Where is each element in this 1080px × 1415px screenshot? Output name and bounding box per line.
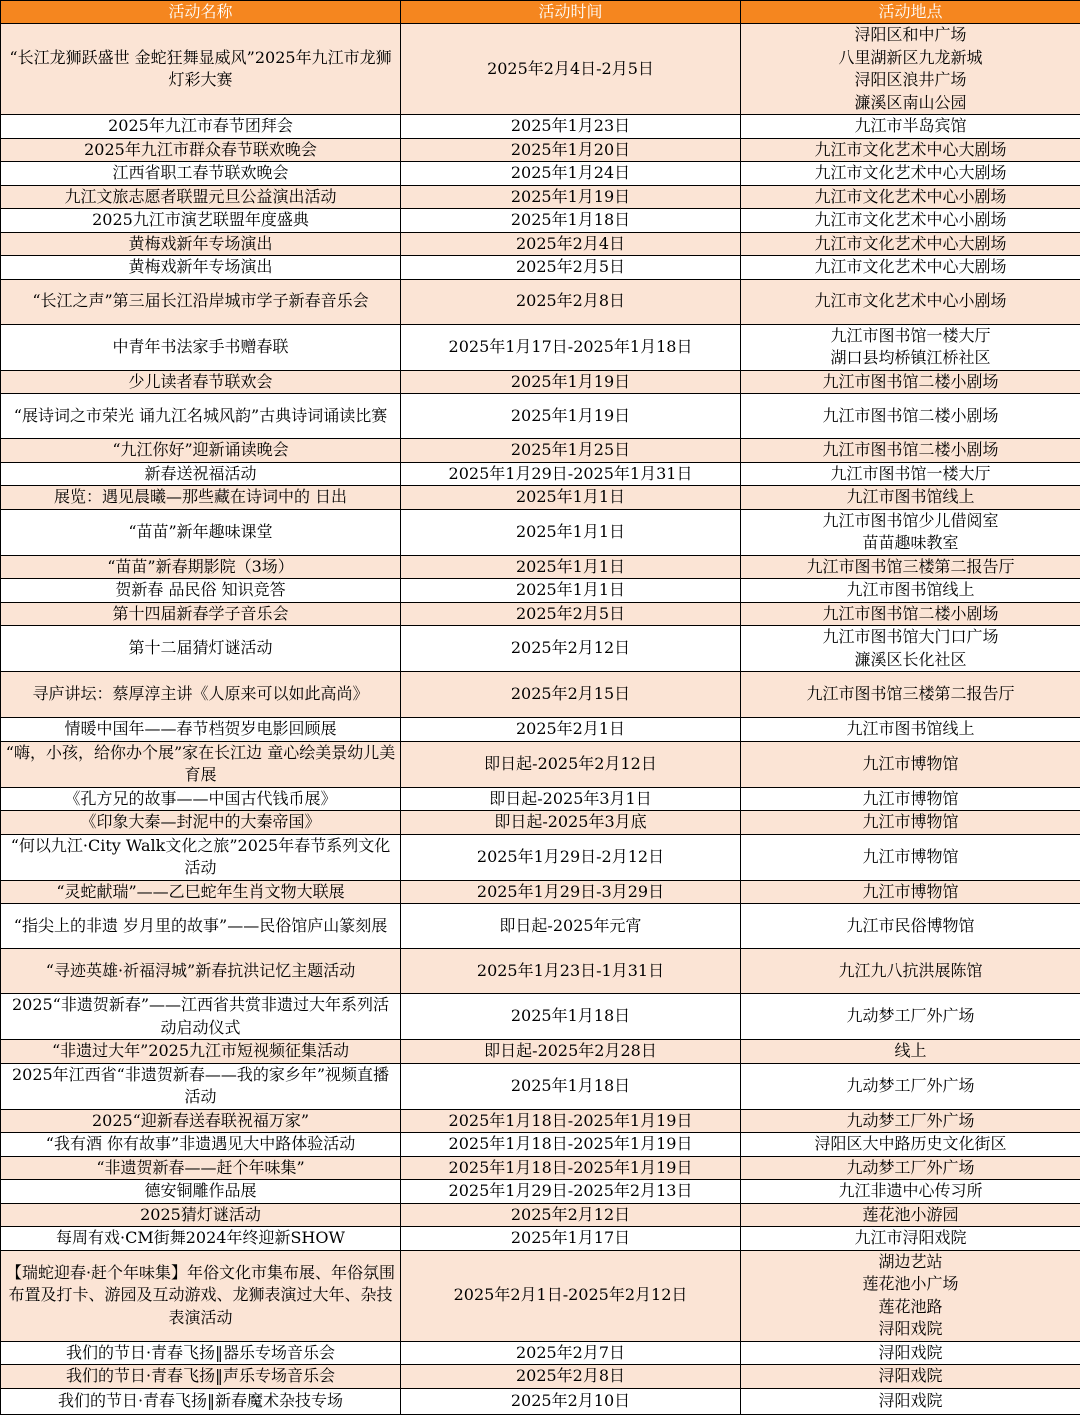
- activity-place-line: 九动梦工厂外广场: [745, 1005, 1076, 1028]
- activity-place-line: 九江非遗中心传习所: [745, 1180, 1076, 1203]
- activity-place-line: 九江市图书馆一楼大厅: [745, 325, 1076, 348]
- activity-place-line: 湖口县均桥镇江桥社区: [745, 347, 1076, 370]
- activity-time-cell: 2025年1月29日-3月29日: [401, 880, 741, 904]
- activity-place-cell: [741, 185, 1080, 209]
- activity-name-cell: 新春送祝福活动: [1, 462, 401, 486]
- activity-time-cell: 2025年1月18日: [401, 1063, 741, 1109]
- activity-time-cell: 即日起-2025年2月28日: [401, 1040, 741, 1064]
- activity-place-cell: [741, 1109, 1080, 1133]
- activity-name-cell: “苗苗”新春期影院（3场）: [1, 555, 401, 579]
- activity-place-cell: [741, 1063, 1080, 1109]
- activity-place-line: 浔阳戏院: [745, 1390, 1076, 1413]
- table-row: [1, 462, 1080, 486]
- activity-place-line: 九江市文化艺术中心小剧场: [745, 290, 1076, 313]
- header-activity-name: 活动名称: [1, 1, 401, 24]
- activity-name-cell: 黄梅戏新年专场演出: [1, 256, 401, 280]
- activity-name-cell: “嗨，小孩，给你办个展”家在长江边 童心绘美景幼儿美育展: [1, 741, 401, 787]
- table-row: [1, 185, 1080, 209]
- activity-place-cell: [741, 24, 1080, 115]
- activity-place-cell: [741, 994, 1080, 1040]
- table-row: [1, 1040, 1080, 1064]
- activity-place-line: 濂溪区南山公园: [745, 92, 1076, 115]
- table-row: [1, 904, 1080, 949]
- activity-place-line: 九江市图书馆一楼大厅: [745, 463, 1076, 486]
- activity-place-line: 九江市博物馆: [745, 811, 1076, 834]
- activity-place-line: 九江市图书馆少儿借阅室: [745, 510, 1076, 533]
- activity-place-line: 莲花池小游园: [745, 1204, 1076, 1227]
- activity-time-cell: 2025年1月18日-2025年1月19日: [401, 1109, 741, 1133]
- activity-name-cell: “长江龙狮跃盛世 金蛇狂舞显威风”2025年九江市龙狮灯彩大赛: [1, 24, 401, 115]
- table-row: [1, 138, 1080, 162]
- activity-place-cell: [741, 1227, 1080, 1251]
- activity-name-cell: 《孔方兄的故事——中国古代钱币展》: [1, 787, 401, 811]
- activity-name-cell: 情暖中国年——春节档贺岁电影回顾展: [1, 718, 401, 742]
- table-row: [1, 279, 1080, 324]
- table-row: [1, 741, 1080, 787]
- activity-place-cell: [741, 509, 1080, 555]
- activity-place-line: 九江市图书馆二楼小剧场: [745, 371, 1076, 394]
- activity-place-cell: [741, 232, 1080, 256]
- activity-time-cell: 2025年2月8日: [401, 1365, 741, 1389]
- activity-name-cell: 2025“非遗贺新春”——江西省共赏非遗过大年系列活动启动仪式: [1, 994, 401, 1040]
- activity-name-cell: 2025猜灯谜活动: [1, 1203, 401, 1227]
- activity-name-cell: 中青年书法家手书赠春联: [1, 324, 401, 370]
- table-row: [1, 1180, 1080, 1204]
- activity-place-cell: [741, 555, 1080, 579]
- activity-name-cell: 黄梅戏新年专场演出: [1, 232, 401, 256]
- activity-place-cell: [741, 672, 1080, 718]
- activity-place-line: 浔阳戏院: [745, 1365, 1076, 1388]
- activity-name-cell: 第十四届新春学子音乐会: [1, 602, 401, 626]
- activity-place-cell: [741, 904, 1080, 949]
- activity-time-cell: 2025年2月8日: [401, 279, 741, 324]
- activity-place-line: 九江市图书馆二楼小剧场: [745, 439, 1076, 462]
- table-row: [1, 209, 1080, 233]
- activity-time-cell: 即日起-2025年3月1日: [401, 787, 741, 811]
- table-row: [1, 1156, 1080, 1180]
- table-row: [1, 1227, 1080, 1251]
- table-body: [1, 24, 1080, 1415]
- activity-time-cell: 即日起-2025年3月底: [401, 811, 741, 835]
- activity-place-cell: [741, 115, 1080, 139]
- table-row: [1, 439, 1080, 463]
- activity-place-cell: [741, 718, 1080, 742]
- activity-time-cell: 2025年2月1日-2025年2月12日: [401, 1250, 741, 1341]
- activity-name-cell: “指尖上的非遗 岁月里的故事”——民俗馆庐山篆刻展: [1, 904, 401, 949]
- activity-time-cell: 2025年1月1日: [401, 509, 741, 555]
- activity-name-cell: 2025年江西省“非遗贺新春——我的家乡年”视频直播活动: [1, 1063, 401, 1109]
- activity-place-cell: [741, 949, 1080, 994]
- activity-time-cell: 2025年1月18日-2025年1月19日: [401, 1133, 741, 1157]
- activity-place-line: 莲花池小广场: [745, 1273, 1076, 1296]
- activity-place-line: 九江市博物馆: [745, 753, 1076, 776]
- activity-name-cell: 每周有戏·CM街舞2024年终迎新SHOW: [1, 1227, 401, 1251]
- activity-time-cell: 2025年1月19日: [401, 394, 741, 439]
- activity-place-line: 九江市文化艺术中心大剧场: [745, 233, 1076, 256]
- activity-place-cell: [741, 811, 1080, 835]
- activity-place-line: 九江市文化艺术中心小剧场: [745, 209, 1076, 232]
- table-row: [1, 324, 1080, 370]
- table-row: [1, 256, 1080, 280]
- table-row: [1, 1133, 1080, 1157]
- activity-place-line: 九江市博物馆: [745, 881, 1076, 904]
- activity-place-cell: [741, 256, 1080, 280]
- activity-place-line: 九动梦工厂外广场: [745, 1110, 1076, 1133]
- activity-place-cell: [741, 741, 1080, 787]
- table-row: [1, 834, 1080, 880]
- activity-time-cell: 2025年1月24日: [401, 162, 741, 186]
- activity-time-cell: 2025年1月18日: [401, 994, 741, 1040]
- activity-time-cell: 2025年1月19日: [401, 370, 741, 394]
- activity-name-cell: “长江之声”第三届长江沿岸城市学子新春音乐会: [1, 279, 401, 324]
- activity-place-line: 线上: [745, 1040, 1076, 1063]
- activity-place-cell: [741, 1365, 1080, 1389]
- table-row: [1, 394, 1080, 439]
- header-activity-time: 活动时间: [401, 1, 741, 24]
- activity-name-cell: “展诗词之市荣光 诵九江名城风韵”古典诗词诵读比赛: [1, 394, 401, 439]
- activity-place-line: 九江市文化艺术中心大剧场: [745, 139, 1076, 162]
- activity-place-cell: [741, 834, 1080, 880]
- table-row: [1, 672, 1080, 718]
- activity-place-line: 九江市图书馆二楼小剧场: [745, 405, 1076, 428]
- activity-place-cell: [741, 880, 1080, 904]
- header-row: [1, 1, 1080, 24]
- activity-place-line: 浔阳戏院: [745, 1318, 1076, 1341]
- activity-name-cell: 少儿读者春节联欢会: [1, 370, 401, 394]
- activity-place-line: 九江市图书馆线上: [745, 718, 1076, 741]
- activity-place-line: 浔阳区和中广场: [745, 24, 1076, 47]
- table-row: [1, 787, 1080, 811]
- activity-place-line: 九江市文化艺术中心大剧场: [745, 256, 1076, 279]
- activity-time-cell: 2025年2月1日: [401, 718, 741, 742]
- activity-place-line: 九江市图书馆线上: [745, 579, 1076, 602]
- activity-name-cell: 九江文旅志愿者联盟元旦公益演出活动: [1, 185, 401, 209]
- activity-place-cell: [741, 462, 1080, 486]
- activity-place-cell: [741, 486, 1080, 510]
- table-row: [1, 1109, 1080, 1133]
- activity-name-cell: 【瑞蛇迎春·赶个年味集】年俗文化市集布展、年俗氛围布置及打卡、游园及互动游戏、龙狮表演过大年、杂技表演活动: [1, 1250, 401, 1341]
- activity-place-cell: [741, 1341, 1080, 1365]
- table-row: [1, 811, 1080, 835]
- table-row: [1, 555, 1080, 579]
- activity-name-cell: 江西省职工春节联欢晚会: [1, 162, 401, 186]
- activity-place-line: 九江市文化艺术中心大剧场: [745, 162, 1076, 185]
- activity-name-cell: “我有酒 你有故事”非遗遇见大中路体验活动: [1, 1133, 401, 1157]
- activity-place-line: 九江市图书馆大门口广场: [745, 626, 1076, 649]
- activity-name-cell: 2025年九江市春节团拜会: [1, 115, 401, 139]
- activity-place-line: 九江市图书馆三楼第二报告厅: [745, 683, 1076, 706]
- activity-name-cell: “苗苗”新年趣味课堂: [1, 509, 401, 555]
- activity-place-line: 九江市图书馆二楼小剧场: [745, 603, 1076, 626]
- table-row: [1, 626, 1080, 672]
- activity-time-cell: 2025年2月12日: [401, 1203, 741, 1227]
- activity-place-line: 九江市民俗博物馆: [745, 915, 1076, 938]
- activity-time-cell: 即日起-2025年2月12日: [401, 741, 741, 787]
- table-row: [1, 1365, 1080, 1389]
- activity-place-line: 莲花池路: [745, 1296, 1076, 1319]
- activity-place-line: 八里湖新区九龙新城: [745, 47, 1076, 70]
- activity-time-cell: 2025年1月17日-2025年1月18日: [401, 324, 741, 370]
- activity-time-cell: 2025年1月25日: [401, 439, 741, 463]
- table-row: [1, 1250, 1080, 1341]
- table-row: [1, 718, 1080, 742]
- activity-name-cell: 我们的节日·青春飞扬‖声乐专场音乐会: [1, 1365, 401, 1389]
- activity-name-cell: 《印象大秦—封泥中的大秦帝国》: [1, 811, 401, 835]
- table-row: [1, 602, 1080, 626]
- table-row: [1, 880, 1080, 904]
- activity-name-cell: 我们的节日·青春飞扬‖器乐专场音乐会: [1, 1341, 401, 1365]
- table-row: [1, 509, 1080, 555]
- activity-name-cell: 我们的节日·青春飞扬‖新春魔术杂技专场: [1, 1388, 401, 1414]
- activity-place-cell: [741, 1180, 1080, 1204]
- activity-name-cell: 展览：遇见晨曦—那些藏在诗词中的 日出: [1, 486, 401, 510]
- activity-name-cell: 2025九江市演艺联盟年度盛典: [1, 209, 401, 233]
- activity-place-cell: [741, 439, 1080, 463]
- activity-place-cell: [741, 209, 1080, 233]
- activity-name-cell: “灵蛇献瑞”——乙巳蛇年生肖文物大联展: [1, 880, 401, 904]
- table-row: [1, 579, 1080, 603]
- activity-name-cell: “寻迹英雄·祈福浔城”新春抗洪记忆主题活动: [1, 949, 401, 994]
- activity-place-cell: [741, 370, 1080, 394]
- table-row: [1, 1341, 1080, 1365]
- table-row: [1, 370, 1080, 394]
- activity-time-cell: 2025年2月4日-2月5日: [401, 24, 741, 115]
- activity-place-line: 九江市文化艺术中心小剧场: [745, 186, 1076, 209]
- activity-name-cell: 贺新春 品民俗 知识竞答: [1, 579, 401, 603]
- activity-place-cell: [741, 787, 1080, 811]
- activity-time-cell: 2025年1月29日-2025年2月13日: [401, 1180, 741, 1204]
- activity-name-cell: 德安铜雕作品展: [1, 1180, 401, 1204]
- activity-name-cell: 寻庐讲坛：蔡厚淳主讲《人原来可以如此高尚》: [1, 672, 401, 718]
- activity-time-cell: 2025年1月1日: [401, 579, 741, 603]
- activity-place-line: 九动梦工厂外广场: [745, 1075, 1076, 1098]
- activity-place-line: 濂溪区长化社区: [745, 649, 1076, 672]
- activity-name-cell: “非遗贺新春——赶个年味集”: [1, 1156, 401, 1180]
- activity-place-cell: [741, 1156, 1080, 1180]
- activity-place-cell: [741, 1388, 1080, 1414]
- activity-time-cell: 2025年2月10日: [401, 1388, 741, 1414]
- activity-time-cell: 2025年1月20日: [401, 138, 741, 162]
- activity-time-cell: 2025年1月18日-2025年1月19日: [401, 1156, 741, 1180]
- activity-time-cell: 2025年2月5日: [401, 602, 741, 626]
- activity-place-line: 浔阳戏院: [745, 1342, 1076, 1365]
- table-row: [1, 1388, 1080, 1414]
- activity-place-line: 九江市半岛宾馆: [745, 115, 1076, 138]
- activity-place-line: 九江市博物馆: [745, 846, 1076, 869]
- activity-time-cell: 2025年2月5日: [401, 256, 741, 280]
- activity-place-line: 苗苗趣味教室: [745, 532, 1076, 555]
- table-row: [1, 115, 1080, 139]
- activity-time-cell: 2025年2月12日: [401, 626, 741, 672]
- activity-place-cell: [741, 138, 1080, 162]
- activity-place-cell: [741, 579, 1080, 603]
- activity-place-line: 九动梦工厂外广场: [745, 1157, 1076, 1180]
- activity-place-line: 浔阳区大中路历史文化街区: [745, 1133, 1076, 1156]
- activity-time-cell: 2025年1月17日: [401, 1227, 741, 1251]
- activity-place-line: 九江市图书馆三楼第二报告厅: [745, 556, 1076, 579]
- activity-name-cell: “九江你好”迎新诵读晚会: [1, 439, 401, 463]
- table-row: [1, 1063, 1080, 1109]
- activity-name-cell: 2025年九江市群众春节联欢晚会: [1, 138, 401, 162]
- activity-time-cell: 即日起-2025年元宵: [401, 904, 741, 949]
- table-row: [1, 24, 1080, 115]
- activity-place-cell: [741, 394, 1080, 439]
- activity-time-cell: 2025年1月23日: [401, 115, 741, 139]
- activity-time-cell: 2025年2月4日: [401, 232, 741, 256]
- activity-time-cell: 2025年1月1日: [401, 486, 741, 510]
- activity-place-line: 浔阳区浪井广场: [745, 69, 1076, 92]
- table-row: [1, 486, 1080, 510]
- activity-name-cell: 第十二届猜灯谜活动: [1, 626, 401, 672]
- activity-time-cell: 2025年1月19日: [401, 185, 741, 209]
- table-row: [1, 232, 1080, 256]
- activity-place-cell: [741, 279, 1080, 324]
- activity-name-cell: “何以九江·City Walk文化之旅”2025年春节系列文化活动: [1, 834, 401, 880]
- table-row: [1, 162, 1080, 186]
- activity-place-cell: [741, 602, 1080, 626]
- activity-place-cell: [741, 1203, 1080, 1227]
- activity-place-cell: [741, 162, 1080, 186]
- activity-place-cell: [741, 324, 1080, 370]
- activity-time-cell: 2025年1月18日: [401, 209, 741, 233]
- activity-name-cell: “非遗过大年”2025九江市短视频征集活动: [1, 1040, 401, 1064]
- activity-place-line: 九江市浔阳戏院: [745, 1227, 1076, 1250]
- activity-place-cell: [741, 1133, 1080, 1157]
- activity-place-line: 九江市图书馆线上: [745, 486, 1076, 509]
- activity-place-line: 湖边艺站: [745, 1251, 1076, 1274]
- activity-name-cell: 2025“迎新春送春联祝福万家”: [1, 1109, 401, 1133]
- table-row: [1, 949, 1080, 994]
- activity-time-cell: 2025年1月29日-2月12日: [401, 834, 741, 880]
- activity-place-cell: [741, 626, 1080, 672]
- activity-time-cell: 2025年1月29日-2025年1月31日: [401, 462, 741, 486]
- activity-time-cell: 2025年1月23日-1月31日: [401, 949, 741, 994]
- table-row: [1, 994, 1080, 1040]
- activity-place-line: 九江市博物馆: [745, 788, 1076, 811]
- activity-place-cell: [741, 1250, 1080, 1341]
- activity-time-cell: 2025年2月15日: [401, 672, 741, 718]
- activity-time-cell: 2025年2月7日: [401, 1341, 741, 1365]
- header-activity-place: 活动地点: [741, 1, 1080, 24]
- activity-time-cell: 2025年1月1日: [401, 555, 741, 579]
- activity-place-cell: [741, 1040, 1080, 1064]
- table-row: [1, 1203, 1080, 1227]
- activity-place-line: 九江九八抗洪展陈馆: [745, 960, 1076, 983]
